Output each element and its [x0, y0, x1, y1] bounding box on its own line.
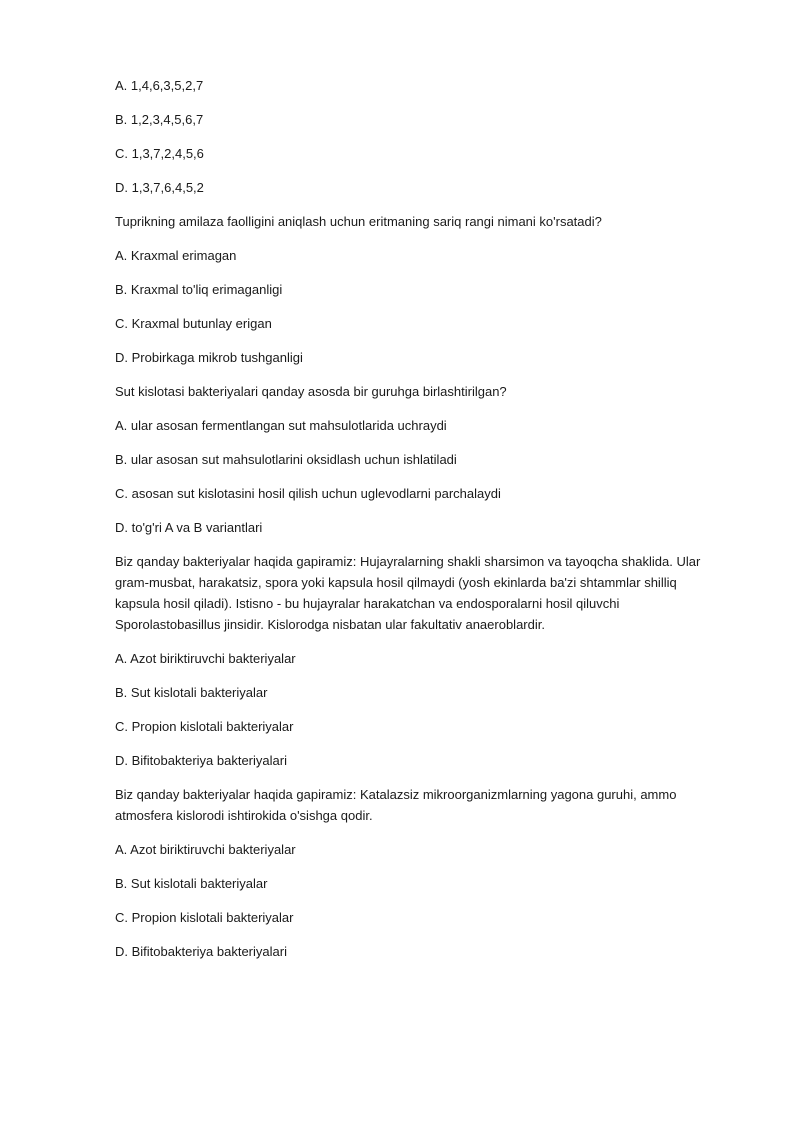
question-text: Sut kislotasi bakteriyalari qanday asosda bir guruhga birlashtirilgan?	[115, 384, 507, 399]
answer-option: B. 1,2,3,4,5,6,7	[115, 112, 204, 127]
answer-option: D. 1,3,7,6,4,5,2	[115, 180, 204, 195]
answer-option: D. to'g'ri A va B variantlari	[115, 520, 263, 535]
answer-option: B. Sut kislotali bakteriyalar	[115, 685, 268, 700]
answer-option: C. Propion kislotali bakteriyalar	[115, 719, 294, 734]
document-content	[115, 75, 725, 975]
answer-option: B. ular asosan sut mahsulotlarini oksidlash uchun ishlatiladi	[115, 452, 457, 467]
answer-option: D. Bifitobakteriya bakteriyalari	[115, 753, 287, 768]
answer-option: A. 1,4,6,3,5,2,7	[115, 78, 204, 93]
answer-option: A. ular asosan fermentlangan sut mahsulotlarida uchraydi	[115, 418, 447, 433]
answer-option: C. Kraxmal butunlay erigan	[115, 316, 272, 331]
question-text: Biz qanday bakteriyalar haqida gapiramiz: Katalazsiz mikroorganizmlarning yagona guruhi, ammo atmosfera kislorodi ishtirokida o'sishga qodir.	[115, 787, 677, 823]
answer-option: B. Kraxmal to'liq erimaganligi	[115, 282, 283, 297]
answer-option: A. Azot biriktiruvchi bakteriyalar	[115, 842, 296, 857]
answer-option: C. Propion kislotali bakteriyalar	[115, 910, 294, 925]
answer-option: D. Bifitobakteriya bakteriyalari	[115, 944, 287, 959]
answer-option: C. asosan sut kislotasini hosil qilish uchun uglevodlarni parchalaydi	[115, 486, 501, 501]
answer-option: A. Azot biriktiruvchi bakteriyalar	[115, 651, 296, 666]
question-text: Tuprikning amilaza faolligini aniqlash uchun eritmaning sariq rangi nimani ko'rsatadi?	[115, 214, 602, 229]
answer-option: A. Kraxmal erimagan	[115, 248, 237, 263]
answer-option: C. 1,3,7,2,4,5,6	[115, 146, 204, 161]
question-text: Biz qanday bakteriyalar haqida gapiramiz: Hujayralarning shakli sharsimon va tayoqcha shaklida. Ular gram-musbat, harakatsiz, spora yoki kapsula hosil qilmaydi (yosh ekinlarda ba'zi shtammlar shilliq kapsula hosil qiladi). Istisno - bu hujayralar harakatchan va endosporalarni hosil qiluvchi Sporolastobasillus jinsidir. Kislorodga nisbatan ular fakultativ anaeroblardir.	[115, 554, 701, 632]
answer-option: B. Sut kislotali bakteriyalar	[115, 876, 268, 891]
answer-option: D. Probirkaga mikrob tushganligi	[115, 350, 303, 365]
